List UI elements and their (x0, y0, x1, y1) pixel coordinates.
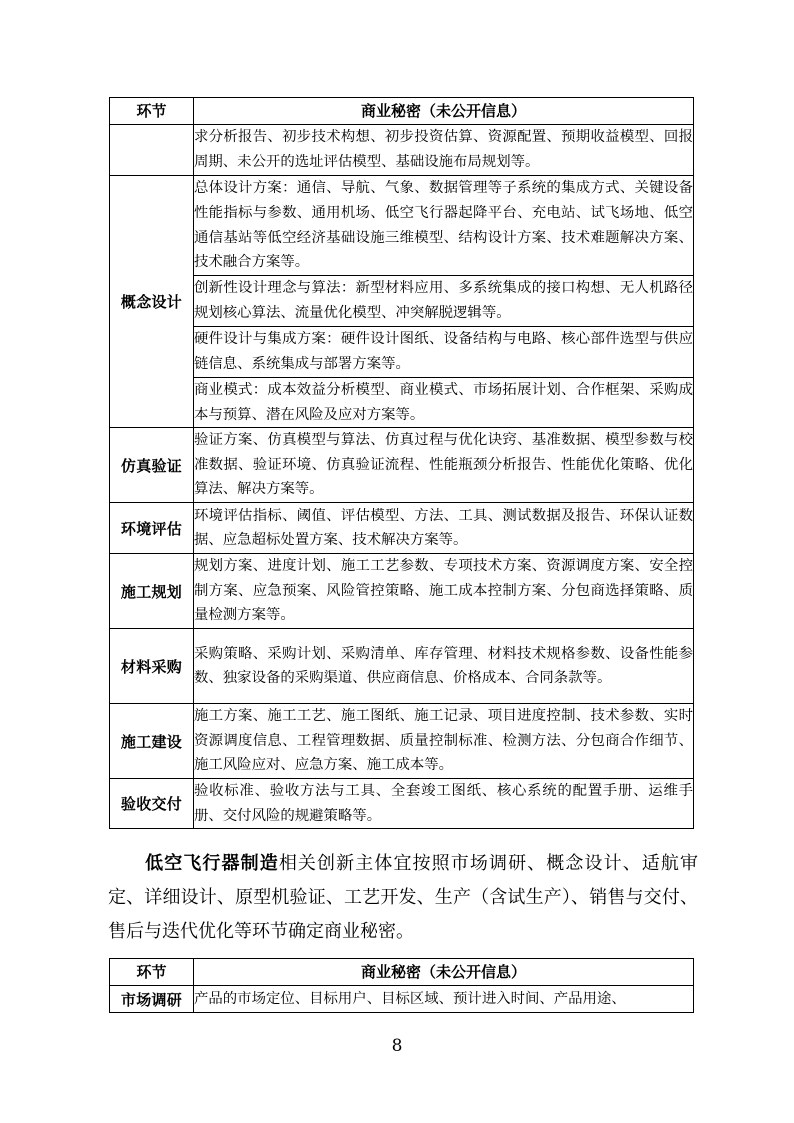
table-header-row (110, 959, 694, 986)
stage-cell: 施工规划 (110, 554, 194, 629)
stage-cell: 概念设计 (110, 176, 194, 428)
table-row (110, 125, 694, 176)
secret-cell: 验收标准、验收方法与工具、全套竣工图纸、核心系统的配置手册、运维手册、交付风险的规避策略等。 (194, 779, 694, 829)
stage-cell: 验收交付 (110, 779, 194, 829)
stage-cell: 材料采购 (110, 629, 194, 704)
secret-cell: 环境评估指标、阈值、评估模型、方法、工具、测试数据及报告、环保认证数据、应急超标处置方案、技术解决方案等。 (194, 503, 694, 554)
secret-cell: 验证方案、仿真模型与算法、仿真过程与优化诀窍、基准数据、模型参数与校准数据、验证环境、仿真验证流程、性能瓶颈分析报告、性能优化策略、优化算法、解决方案等。 (194, 428, 694, 503)
stage-cell: 仿真验证 (110, 428, 194, 503)
header-secret: 商业秘密（未公开信息） (194, 98, 694, 125)
secret-cell: 产品的市场定位、目标用户、目标区域、预计进入时间、产品用途、 (194, 986, 694, 1013)
paragraph-lead: 低空飞行器制造 (144, 853, 279, 874)
body-paragraph (108, 847, 698, 949)
secret-cell: 商业模式：成本效益分析模型、商业模式、市场拓展计划、合作框架、采购成本与预算、潜在风险及应对方案等。 (194, 378, 694, 428)
page-number: 8 (391, 1036, 403, 1056)
secret-cell: 采购策略、采购计划、采购清单、库存管理、材料技术规格参数、设备性能参数、独家设备的采购渠道、供应商信息、价格成本、合同条款等。 (194, 629, 694, 704)
table-header-row (110, 98, 694, 125)
table-row (110, 503, 694, 554)
table-row (110, 276, 694, 327)
table-row (110, 704, 694, 779)
table-row (110, 176, 694, 276)
table-row (110, 986, 694, 1013)
table-row (110, 779, 694, 829)
paragraph-text: 相关创新主体宜按照市场调研、概念设计、适航审定、详细设计、原型机验证、工艺开发、生产（含试生产）、销售与交付、售后与迭代优化等环节确定商业秘密。 (108, 853, 698, 942)
trade-secrets-table-1 (109, 97, 694, 829)
stage-cell: 施工建设 (110, 704, 194, 779)
stage-cell: 市场调研 (110, 986, 194, 1013)
stage-cell (110, 125, 194, 176)
secret-cell: 规划方案、进度计划、施工工艺参数、专项技术方案、资源调度方案、安全控制方案、应急预案、风险管控策略、施工成本控制方案、分包商选择策略、质量检测方案等。 (194, 554, 694, 629)
table-row (110, 428, 694, 503)
secret-cell: 施工方案、施工工艺、施工图纸、施工记录、项目进度控制、技术参数、实时资源调度信息、工程管理数据、质量控制标准、检测方法、分包商合作细节、施工风险应对、应急方案、施工成本等。 (194, 704, 694, 779)
trade-secrets-table-2 (109, 958, 694, 1013)
table-row (110, 327, 694, 378)
secret-cell: 创新性设计理念与算法：新型材料应用、多系统集成的接口构想、无人机路径规划核心算法、流量优化模型、冲突解脱逻辑等。 (194, 276, 694, 327)
header-stage: 环节 (110, 959, 194, 986)
table-row (110, 629, 694, 704)
secret-cell: 硬件设计与集成方案：硬件设计图纸、设备结构与电路、核心部件选型与供应链信息、系统集成与部署方案等。 (194, 327, 694, 378)
header-stage: 环节 (110, 98, 194, 125)
table-row (110, 378, 694, 428)
secret-cell: 总体设计方案：通信、导航、气象、数据管理等子系统的集成方式、关键设备性能指标与参数、通用机场、低空飞行器起降平台、充电站、试飞场地、低空通信基站等低空经济基础设施三维模型、结构设计方案、技术难题解决方案、技术融合方案等。 (194, 176, 694, 276)
stage-cell: 环境评估 (110, 503, 194, 554)
secret-cell: 求分析报告、初步技术构想、初步投资估算、资源配置、预期收益模型、回报周期、未公开的选址评估模型、基础设施布局规划等。 (194, 125, 694, 176)
header-secret: 商业秘密（未公开信息） (194, 959, 694, 986)
table-row (110, 554, 694, 629)
